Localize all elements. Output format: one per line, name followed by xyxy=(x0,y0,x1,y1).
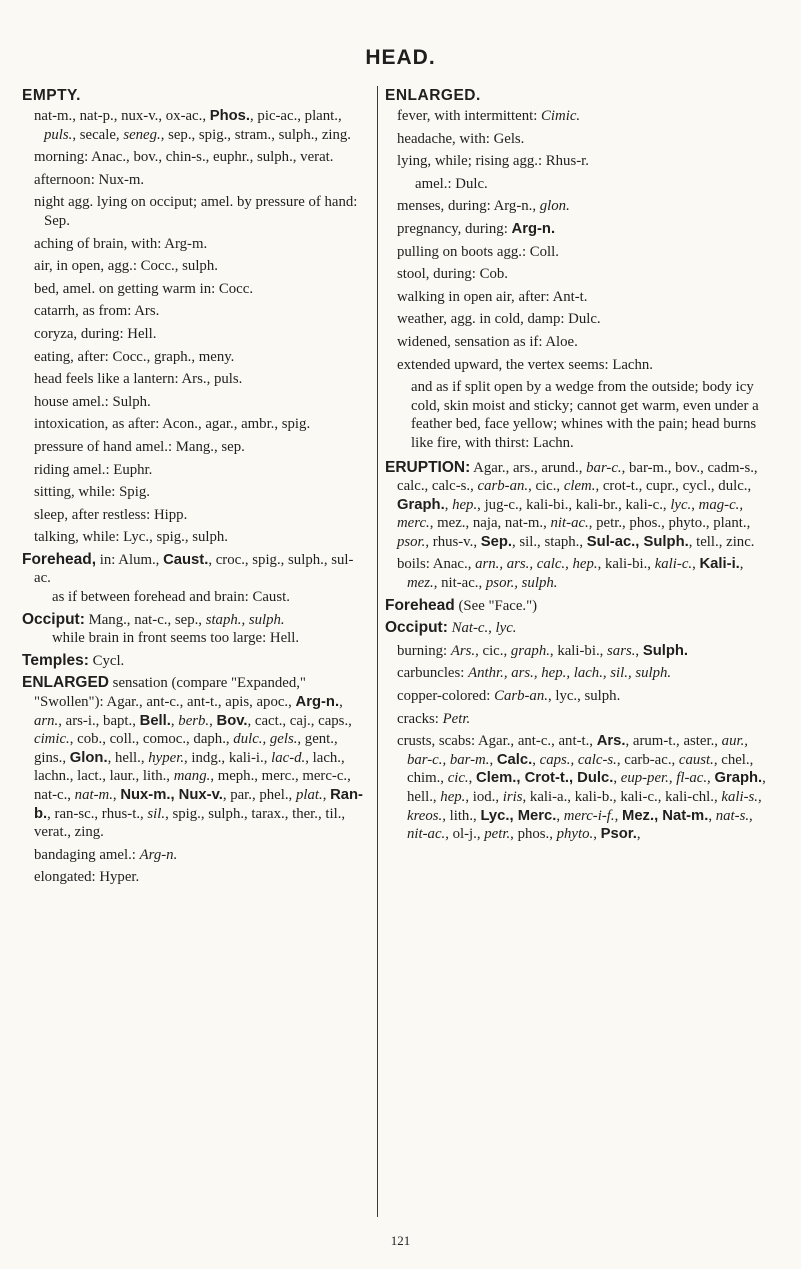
rubric-entry: fever, with intermittent: Cimic. xyxy=(397,108,581,124)
occiput-entry: Occiput: Mang., nat-c., sep., staph., sulph. xyxy=(22,610,285,628)
rubric-entry: walking in open air, after: Ant-t. xyxy=(397,288,588,305)
rubric-entry: headache, with: Gels. xyxy=(397,130,525,147)
rubric-entry: aching of brain, with: Arg-m. xyxy=(34,235,208,252)
rubric-entry: intoxication, as after: Acon., agar., ambr., spig. xyxy=(34,416,311,433)
rubric-entry: widened, sensation as if: Aloe. xyxy=(397,333,578,350)
rubric-entry: coryza, during: Hell. xyxy=(34,325,157,342)
rubric-entry: house amel.: Sulph. xyxy=(34,393,151,410)
rubric-entry: copper-colored: Carb-an., lyc., sulph. xyxy=(397,688,621,705)
rubric-entry: eating, after: Cocc., graph., meny. xyxy=(34,348,235,365)
rubric-entry: weather, agg. in cold, damp: Dulc. xyxy=(397,311,601,328)
enlarged-main-entry: ENLARGED sensation (compare "Expanded," "Swollen"): Agar., ant-c., ant-t., apis, apoc., Arg-n., arn., ars-i., bapt., Bell., berb., Bov., cact., caj., caps., cimic., cob., coll., comoc., daph., dulc., gels., gent., gins., Glon., hell., hyper., indg., kali-i., lac-d., lach., lachn., lact., laur., lith., mang., meph., merc., merc-c., nat-c., nat-m., Nux-m., Nux-v., par., phel., plat., Ran-b., ran-sc., rhus-t., sil., spig., sulph., tarax., ther., til., verat., zing. xyxy=(22,674,363,841)
boils-entry: boils: Anac., arn., ars., calc., hep., kali-bi., kali-c., Kali-i., mez., nit-ac., psor., sulph. xyxy=(397,556,744,592)
rubric-entry: air, in open, agg.: Cocc., sulph. xyxy=(34,258,218,275)
rubric-entry: amel.: Dulc. xyxy=(415,175,488,192)
rubric-entry: talking, while: Lyc., spig., sulph. xyxy=(34,529,228,546)
page-number: 121 xyxy=(390,1233,411,1248)
rubric-entry: carbuncles: Anthr., ars., hep., lach., sil., sulph. xyxy=(397,665,672,682)
rubric-entry: pressure of hand amel.: Mang., sep. xyxy=(34,438,245,455)
right-column xyxy=(385,86,770,1217)
rubric-entry: pregnancy, during: Arg-n. xyxy=(397,220,556,237)
page-title: HEAD. xyxy=(365,46,436,69)
section-heading-enlarged-continued: ENLARGED. xyxy=(385,87,481,104)
rubric-entry: bed, amel. on getting warm in: Cocc. xyxy=(34,280,254,297)
rubric-entry: sitting, while: Spig. xyxy=(34,484,150,501)
eruption-occiput-entry: Occiput: Nat-c., lyc. xyxy=(385,619,517,637)
rubric-entry: morning: Anac., bov., chin-s., euphr., sulph., verat. xyxy=(34,149,334,166)
rubric-entry: crusts, scabs: Agar., ant-c., ant-t., Ars., arum-t., aster., aur., bar-c., bar-m., Calc., caps., calc-s., carb-ac., caust., chel., chim., cic., Clem., Crot-t., Dulc., eup-per., fl-ac., Graph., hell., hep., iod., iris, kali-a., kali-b., kali-c., kali-chl., kali-s., kreos., lith., Lyc., Merc., merc-i-f., Mez., Nat-m., nat-s., nit-ac., ol-j., petr., phos., phyto., Psor., xyxy=(397,733,766,843)
rubric-entry: pulling on boots agg.: Coll. xyxy=(397,243,559,260)
eruption-forehead-entry: Forehead (See "Face.") xyxy=(385,596,538,614)
rubric-entry: extended upward, the vertex seems: Lachn. xyxy=(397,356,653,373)
rubric-entry: bandaging amel.: Arg-n. xyxy=(34,846,178,863)
left-column xyxy=(22,86,370,1217)
rubric-entry: afternoon: Nux-m. xyxy=(34,171,145,188)
forehead-subentry: as if between forehead and brain: Caust. xyxy=(52,589,290,606)
rubric-entry: head feels like a lantern: Ars., puls. xyxy=(34,371,243,388)
column-divider xyxy=(377,86,378,1217)
rubric-entry: cracks: Petr. xyxy=(397,710,471,727)
empty-main-entry: nat-m., nat-p., nux-v., ox-ac., Phos., pic-ac., plant., puls., secale, seneg., sep., spig., stram., sulph., zing. xyxy=(34,108,351,143)
temples-entry: Temples: Cycl. xyxy=(22,651,125,669)
rubric-entry: lying, while; rising agg.: Rhus-r. xyxy=(397,153,589,170)
rubric-entry: elongated: Hyper. xyxy=(34,869,140,886)
rubric-entry: catarrh, as from: Ars. xyxy=(34,303,160,320)
occiput-subentry: while brain in front seems too large: Hell. xyxy=(52,630,300,647)
rubric-entry: menses, during: Arg-n., glon. xyxy=(397,198,570,215)
rubric-entry: night agg. lying on occiput; amel. by pressure of hand: Sep. xyxy=(34,194,358,229)
rubric-entry: burning: Ars., cic., graph., kali-bi., sars., Sulph. xyxy=(397,642,689,659)
section-heading-empty: EMPTY. xyxy=(22,87,81,104)
eruption-main-entry: ERUPTION: Agar., ars., arund., bar-c., bar-m., bov., cadm-s., calc., calc-s., carb-an., cic., clem., crot-t., cupr., cycl., dulc., Graph., hep., jug-c., kali-bi., kali-br., kali-c., lyc., mag-c., merc., mez., naja, nat-m., nit-ac., petr., phos., phyto., plant., psor., rhus-v., Sep., sil., staph., Sul-ac., Sulph., tell., zinc. xyxy=(385,458,758,550)
rubric-entry: stool, during: Cob. xyxy=(397,266,508,283)
rubric-entry: riding amel.: Euphr. xyxy=(34,461,153,478)
forehead-entry: Forehead, in: Alum., Caust., croc., spig., sulph., sul-ac. xyxy=(22,550,354,587)
rubric-entry: sleep, after restless: Hipp. xyxy=(34,506,188,523)
rubric-continuation: and as if split open by a wedge from the outside; body icy cold, skin moist and sticky; cannot get warm, even under a feather bed, face yellow; whines with the pain; head burns like fire, with thirst: Lachn. xyxy=(411,379,759,451)
